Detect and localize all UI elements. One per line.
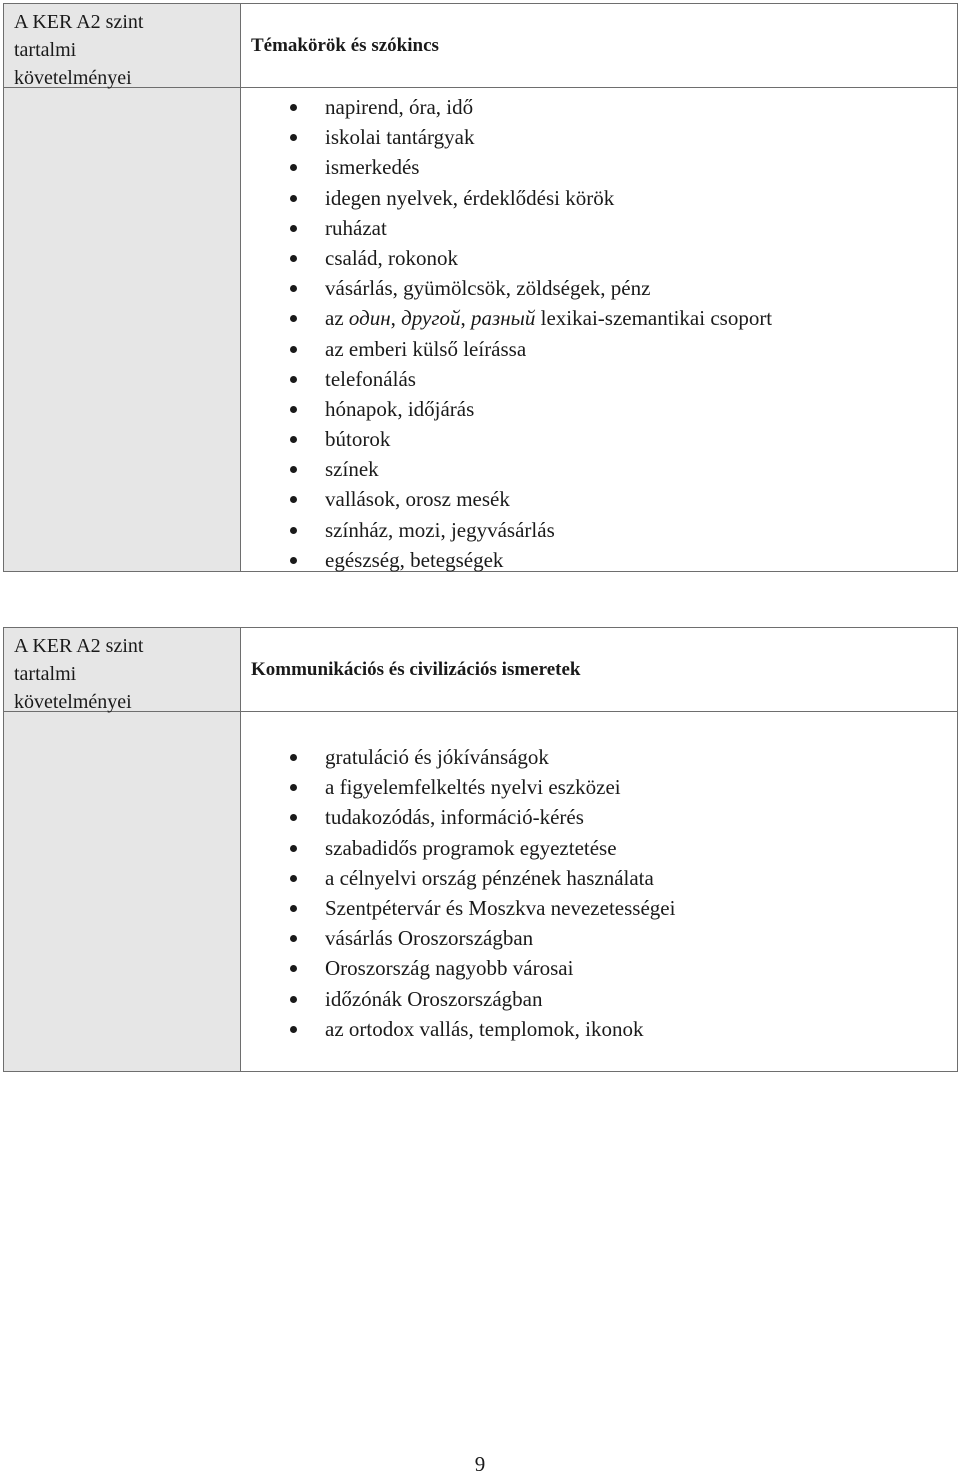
- bullet-icon: [290, 814, 297, 821]
- list-item: az ortodox vallás, templomok, ikonok: [241, 1014, 957, 1044]
- bullet-icon: [290, 466, 297, 473]
- topics-list: [241, 92, 957, 575]
- list-item: az emberi külső leírássa: [241, 334, 957, 364]
- bullet-icon: [290, 285, 297, 292]
- left-header-line: tartalmi: [14, 663, 77, 685]
- left-column: [4, 628, 241, 1071]
- bullet-icon: [290, 195, 297, 202]
- list-item: színek: [241, 454, 957, 484]
- list-item: vásárlás Oroszországban: [241, 923, 957, 953]
- communication-table: [3, 627, 958, 1072]
- bullet-icon: [290, 557, 297, 564]
- bullet-icon: [290, 436, 297, 443]
- list-item: a figyelemfelkeltés nyelvi eszközei: [241, 772, 957, 802]
- list-item: színház, mozi, jegyvásárlás: [241, 515, 957, 545]
- bullet-icon: [290, 754, 297, 761]
- page-number: 9: [474, 1452, 486, 1476]
- bullet-icon: [290, 406, 297, 413]
- list-item: gratuláció és jókívánságok: [241, 742, 957, 772]
- list-item: az один, другой, разный lexikai-szemantikai csoport: [241, 303, 957, 333]
- bullet-icon: [290, 225, 297, 232]
- list-item: bútorok: [241, 424, 957, 454]
- bullet-icon: [290, 496, 297, 503]
- left-header-line: tartalmi: [14, 39, 77, 61]
- bullet-icon: [290, 315, 297, 322]
- left-header-line: követelményei: [14, 691, 132, 713]
- bullet-icon: [290, 996, 297, 1003]
- list-item: idegen nyelvek, érdeklődési körök: [241, 183, 957, 213]
- list-item: Oroszország nagyobb városai: [241, 953, 957, 983]
- bullet-icon: [290, 875, 297, 882]
- bullet-icon: [290, 527, 297, 534]
- bullet-icon: [290, 164, 297, 171]
- communication-list: [241, 742, 957, 1044]
- left-header-line: A KER A2 szint: [14, 635, 144, 657]
- list-item: iskolai tantárgyak: [241, 122, 957, 152]
- list-item: Szentpétervár és Moszkva nevezetességei: [241, 893, 957, 923]
- left-header: [4, 628, 240, 712]
- bullet-icon: [290, 255, 297, 262]
- communication-header: Kommunikációs és civilizációs ismeretek: [241, 628, 957, 712]
- list-item: napirend, óra, idő: [241, 92, 957, 122]
- bullet-icon: [290, 965, 297, 972]
- left-header-line: A KER A2 szint: [14, 11, 144, 33]
- list-item: vallások, orosz mesék: [241, 484, 957, 514]
- bullet-icon: [290, 905, 297, 912]
- bullet-icon: [290, 346, 297, 353]
- list-item: hónapok, időjárás: [241, 394, 957, 424]
- list-item: ruházat: [241, 213, 957, 243]
- list-item: ismerkedés: [241, 152, 957, 182]
- list-item: szabadidős programok egyeztetése: [241, 833, 957, 863]
- list-item: vásárlás, gyümölcsök, zöldségek, pénz: [241, 273, 957, 303]
- list-item: időzónák Oroszországban: [241, 984, 957, 1014]
- topics-header: Témakörök és szókincs: [241, 4, 957, 88]
- left-header-line: követelményei: [14, 67, 132, 89]
- list-item: tudakozódás, információ-kérés: [241, 802, 957, 832]
- bullet-icon: [290, 376, 297, 383]
- left-column: [4, 4, 241, 571]
- bullet-icon: [290, 134, 297, 141]
- topics-table: [3, 3, 958, 572]
- bullet-icon: [290, 784, 297, 791]
- bullet-icon: [290, 104, 297, 111]
- bullet-icon: [290, 935, 297, 942]
- list-item: a célnyelvi ország pénzének használata: [241, 863, 957, 893]
- list-item: egészség, betegségek: [241, 545, 957, 575]
- bullet-icon: [290, 845, 297, 852]
- bullet-icon: [290, 1026, 297, 1033]
- list-item: telefonálás: [241, 364, 957, 394]
- list-item: család, rokonok: [241, 243, 957, 273]
- left-header: [4, 4, 240, 88]
